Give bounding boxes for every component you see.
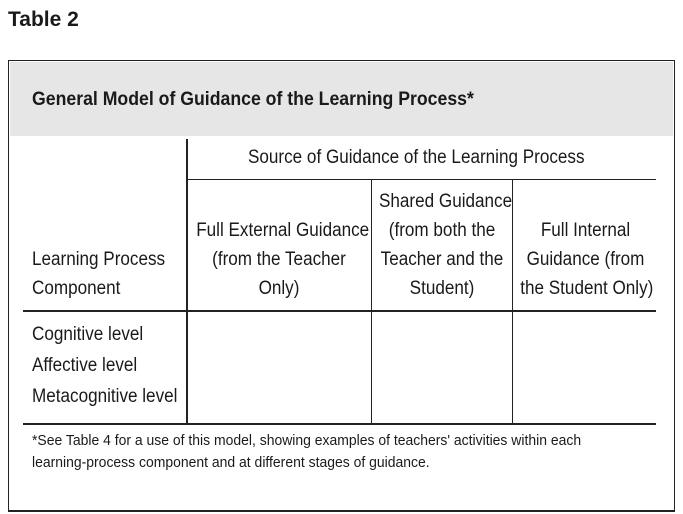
- column-header-internal: Full Internal Guidance (from the Student Only): [520, 220, 654, 299]
- body-bottom-rule: [23, 423, 656, 425]
- table-footnote: *See Table 4 for a use of this model, showing examples of teachers' activities within each learning-process component and at different stages of guidance.: [32, 432, 582, 471]
- row-labels: [32, 319, 177, 412]
- table-title: General Model of Guidance of the Learning Process*: [32, 89, 474, 110]
- vertical-rule-1-lower: [186, 311, 188, 424]
- title-band: [10, 62, 673, 136]
- header-subrule: [187, 179, 656, 180]
- table-frame: [8, 60, 675, 512]
- column-header-external: Full External Guidance (from the Teacher Only): [196, 220, 370, 299]
- table-label: Table 2: [8, 8, 79, 31]
- row-label: Cognitive level: [32, 324, 144, 345]
- row-header: Learning Process Component: [32, 249, 166, 299]
- header-bottom-rule: [23, 310, 656, 312]
- row-label: Affective level: [32, 355, 138, 376]
- column-header-shared: Shared Guidance (from both the Teacher and the Student): [379, 191, 513, 299]
- source-header: Source of Guidance of the Learning Process: [248, 147, 585, 168]
- row-label: Metacognitive level: [32, 386, 178, 407]
